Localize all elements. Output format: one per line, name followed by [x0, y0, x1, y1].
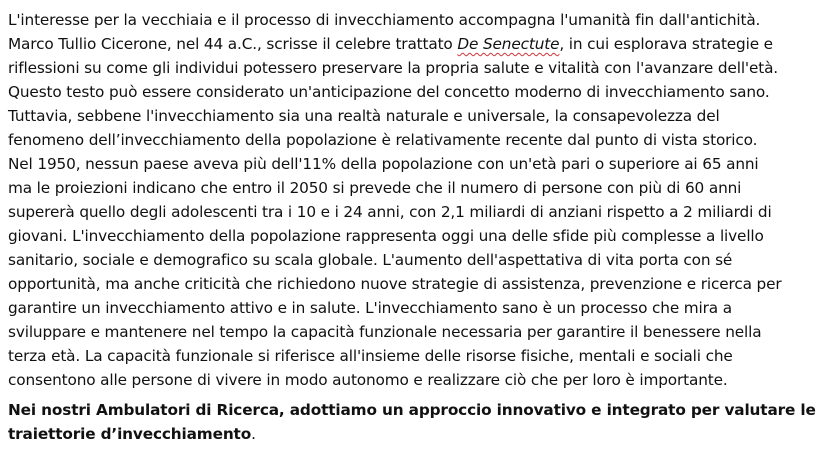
text-span: Marco Tullio Cicerone, nel 44 a.C., scrisse il celebre trattato [8, 35, 458, 53]
text-line: fenomeno dell’invecchiamento della popolazione è relativamente recente dal punto di vista storico. [8, 131, 758, 149]
text-line: opportunità, ma anche criticità che richiedono nuove strategie di assistenza, prevenzione e ricerca per [8, 275, 782, 293]
text-line: terza età. La capacità funzionale si riferisce all'insieme delle risorse fisiche, mentali e sociali che [8, 347, 733, 365]
text-line: sanitario, sociale e demografico su scala globale. L'aumento dell'aspettativa di vita porta con sé [8, 251, 733, 269]
book-title: De Senectute [457, 35, 560, 53]
bold-statement-line [8, 422, 256, 446]
text-line: sviluppare e mantenere nel tempo la capacità funzionale necessaria per garantire il benessere nella [8, 323, 762, 341]
text-line [8, 32, 773, 56]
text-line: Tuttavia, sebbene l'invecchiamento sia una realtà naturale e universale, la consapevolezza del [8, 107, 720, 125]
text-line: supererà quello degli adolescenti tra i 10 e i 24 anni, con 2,1 miliardi di anziani rispetto a 2 miliardi di [8, 203, 772, 221]
text-line: L'interesse per la vecchiaia e il processo di invecchiamento accompagna l'umanità fin dall'antichità. [8, 11, 761, 29]
bold-statement-line: Nei nostri Ambulatori di Ricerca, adottiamo un approccio innovativo e integrato per valutare le [8, 401, 816, 419]
text-line: garantire un invecchiamento attivo e in salute. L'invecchiamento sano è un processo che mira a [8, 299, 732, 317]
text-line: riflessioni su come gli individui potessero preservare la propria salute e vitalità con l'avanzare dell'età. [8, 59, 779, 77]
text-line: giovani. L'invecchiamento della popolazione rappresenta oggi una delle sfide più complesse a livello [8, 227, 764, 245]
text-line: ma le proiezioni indicano che entro il 2050 si prevede che il numero di persone con più di 60 anni [8, 179, 742, 197]
text-span: . [251, 425, 256, 443]
text-line: Nel 1950, nessun paese aveva più dell'11% della popolazione con un'età pari o superiore ai 65 anni [8, 155, 759, 173]
text-line: Questo testo può essere considerato un'anticipazione del concetto moderno di invecchiamento sano. [8, 83, 770, 101]
text-span: traiettorie d’invecchiamento [8, 425, 252, 443]
text-line: consentono alle persone di vivere in modo autonomo e realizzare ciò che per loro è importante. [8, 371, 728, 389]
text-span: , in cui esplorava strategie e [559, 35, 773, 53]
